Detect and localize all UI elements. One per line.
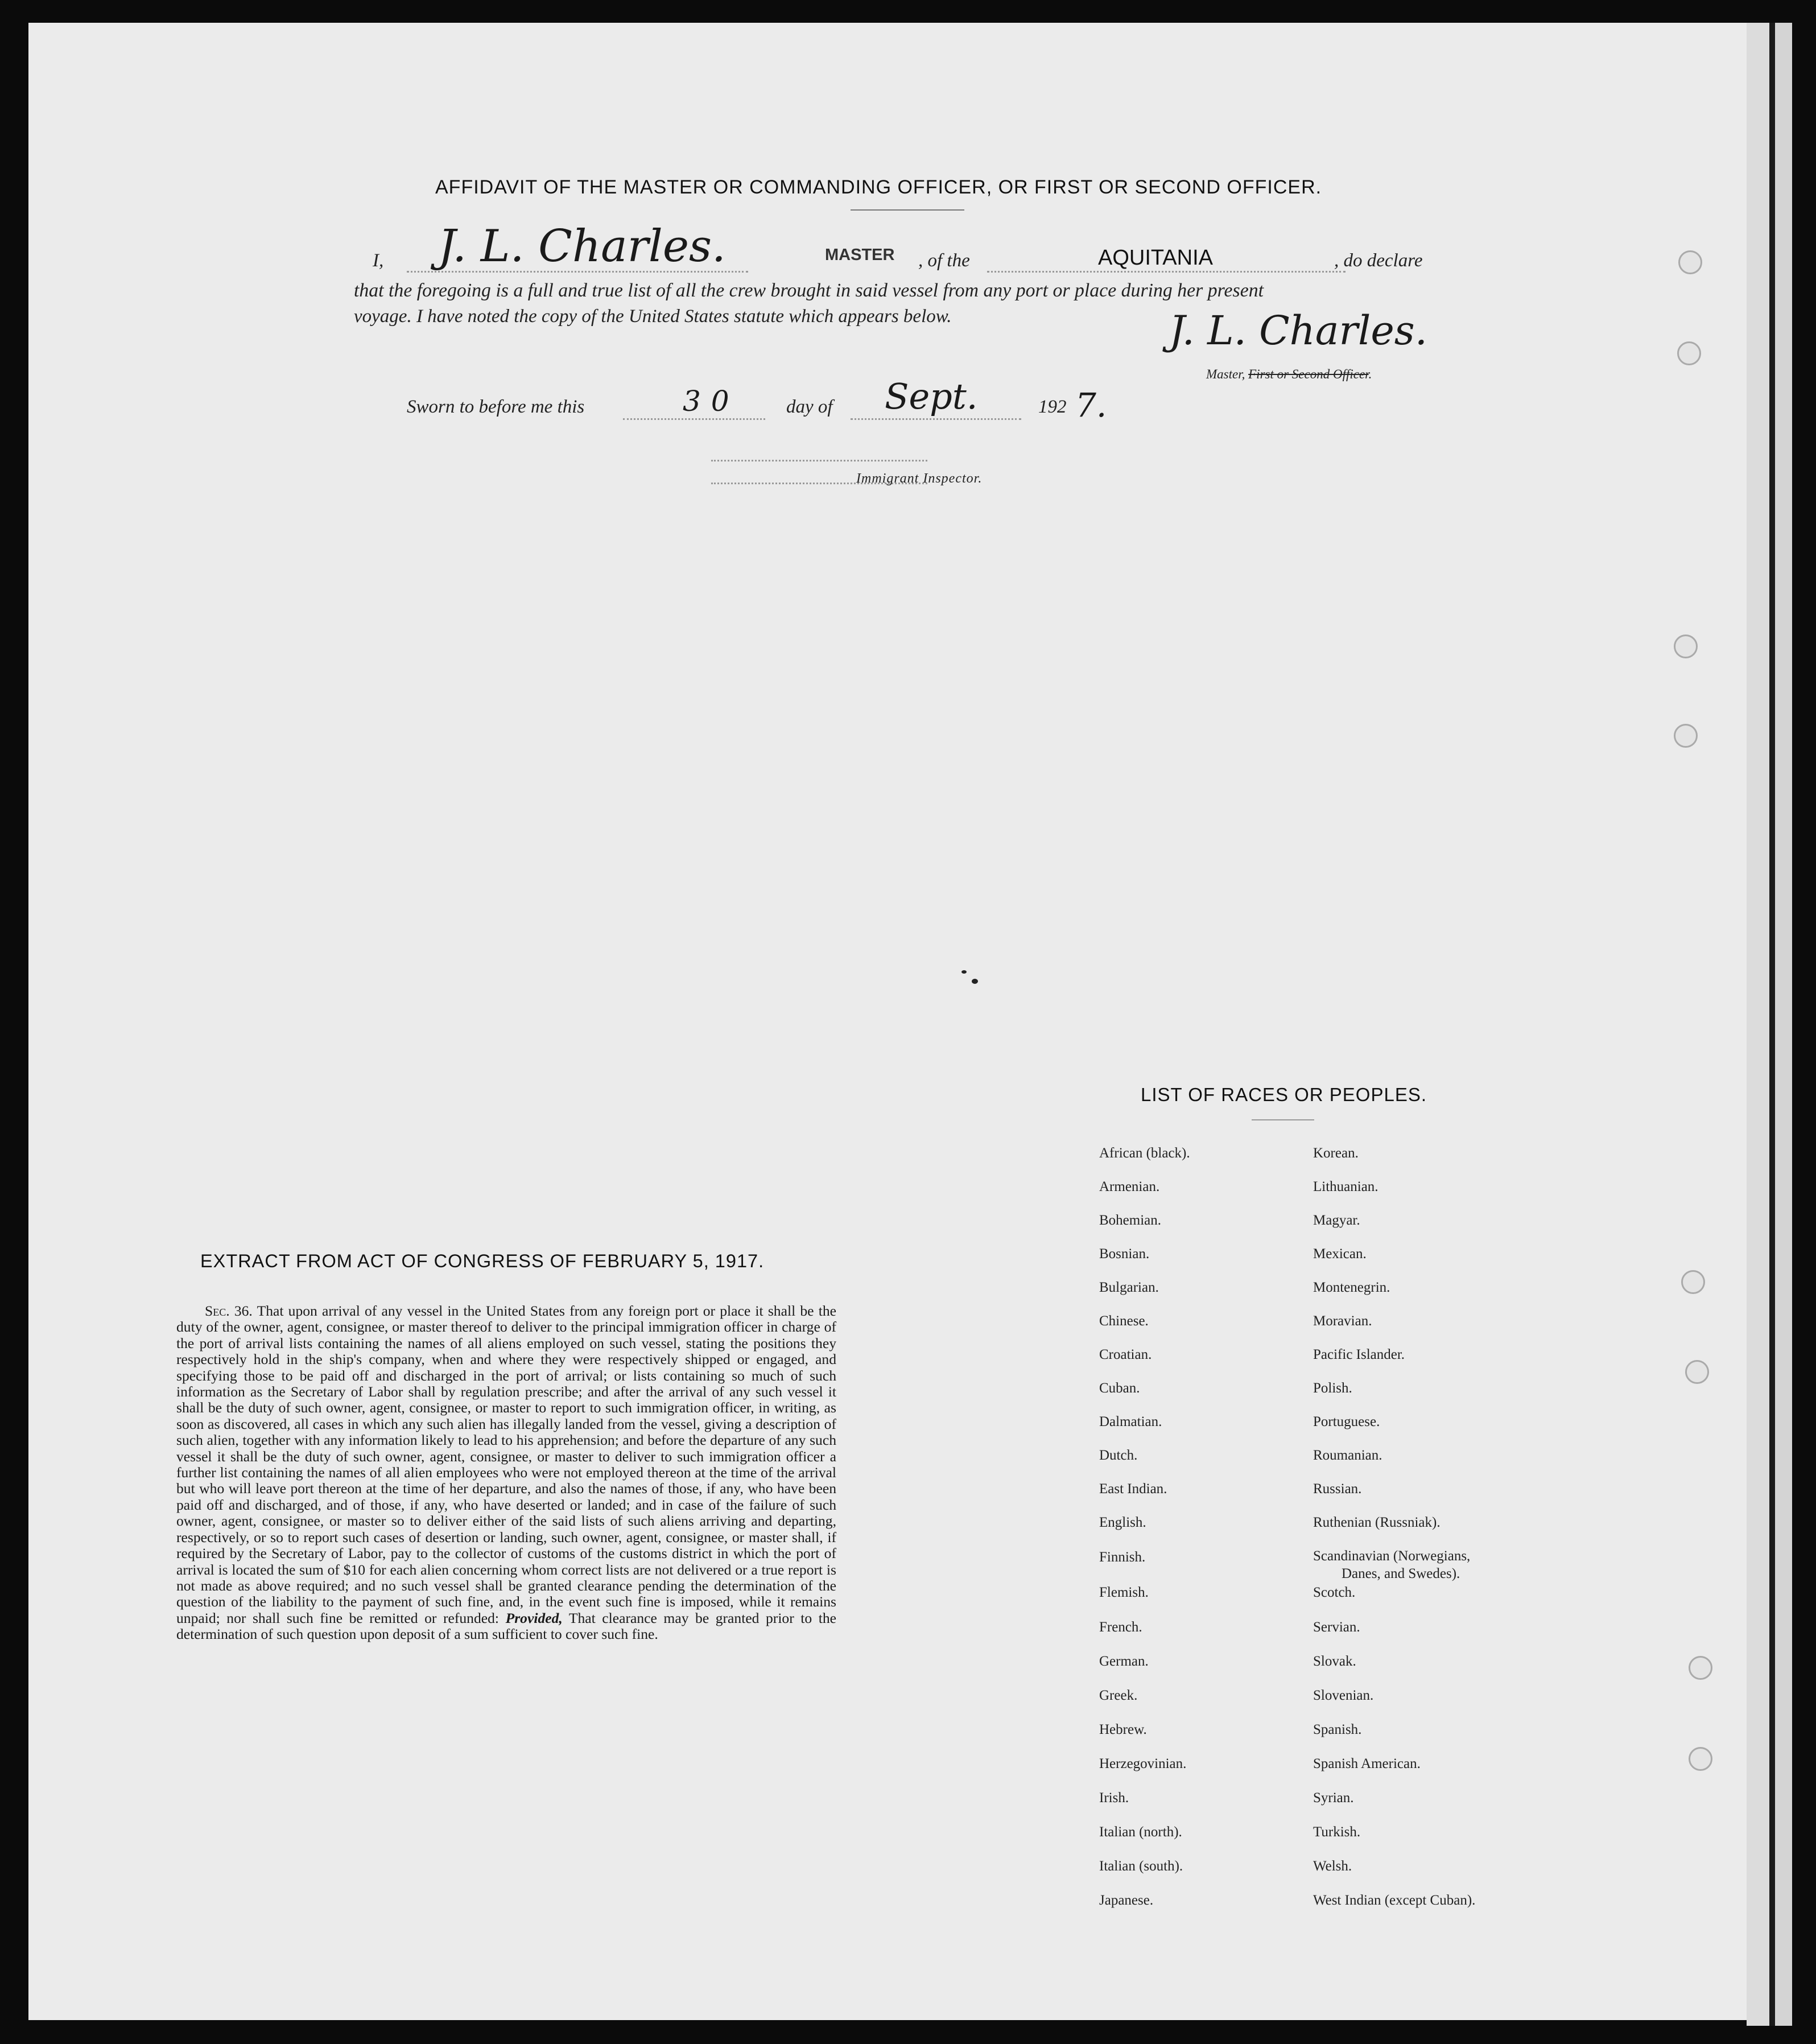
- race-item: Scandinavian (Norwegians,: [1313, 1548, 1471, 1564]
- race-item: Slovenian.: [1313, 1688, 1374, 1703]
- race-item: Bulgarian.: [1099, 1280, 1159, 1295]
- race-item: Flemish.: [1099, 1585, 1149, 1600]
- race-item: Servian.: [1313, 1619, 1360, 1635]
- provided-label: Provided,: [505, 1609, 563, 1626]
- race-item: Bohemian.: [1099, 1213, 1162, 1228]
- race-item: Greek.: [1099, 1688, 1138, 1703]
- race-item: Spanish American.: [1313, 1756, 1421, 1771]
- race-item: Bosnian.: [1099, 1246, 1150, 1262]
- race-item: French.: [1099, 1619, 1142, 1635]
- race-item: Turkish.: [1313, 1824, 1361, 1840]
- race-item: Syrian.: [1313, 1790, 1354, 1806]
- title-rule: [851, 209, 964, 211]
- extract-title: EXTRACT FROM ACT OF CONGRESS OF FEBRUARY 5, 1917.: [200, 1251, 765, 1271]
- race-item: Danes, and Swedes).: [1342, 1566, 1460, 1581]
- vessel-name-line: [987, 271, 1346, 273]
- year-digit: 7.: [1075, 386, 1107, 425]
- races-title: LIST OF RACES OR PEOPLES.: [1141, 1084, 1427, 1105]
- declaration-line-3: voyage. I have noted the copy of the United States statute which appears below.: [354, 306, 952, 327]
- page-edge: [1747, 23, 1769, 2026]
- race-item: Italian (south).: [1099, 1858, 1183, 1874]
- do-declare-text: , do declare: [1334, 250, 1423, 271]
- race-item: Armenian.: [1099, 1179, 1160, 1194]
- race-item: Portuguese.: [1313, 1414, 1380, 1429]
- races-rule: [1252, 1119, 1314, 1120]
- race-item: Chinese.: [1099, 1313, 1149, 1329]
- inspector-line-upper: [711, 460, 927, 461]
- race-item: East Indian.: [1099, 1481, 1167, 1497]
- race-item: Welsh.: [1313, 1858, 1352, 1874]
- race-item: West Indian (except Cuban).: [1313, 1893, 1476, 1908]
- day-of-text: day of: [786, 397, 833, 417]
- master-name-signature: J. L. Charles.: [438, 221, 726, 272]
- race-item: Italian (north).: [1099, 1824, 1182, 1840]
- race-item: Russian.: [1313, 1481, 1362, 1497]
- statute-body-end: That clearance may be granted prior to the determination of such question upon deposit of a sum sufficient to cover such fine.: [176, 1609, 837, 1643]
- race-item: Spanish.: [1313, 1722, 1362, 1737]
- month-value: Sept.: [885, 376, 978, 417]
- race-item: Japanese.: [1099, 1893, 1154, 1908]
- race-item: Moravian.: [1313, 1313, 1372, 1329]
- race-item: Herzegovinian.: [1099, 1756, 1187, 1771]
- race-item: Polish.: [1313, 1380, 1352, 1396]
- declaration-line-2: that the foregoing is a full and true list of all the crew brought in said vessel from any port or place during her present: [354, 280, 1264, 301]
- race-item: Dutch.: [1099, 1448, 1138, 1463]
- vessel-name: AQUITANIA: [1098, 246, 1213, 270]
- pronoun-text: I,: [373, 250, 384, 271]
- affidavit-title: AFFIDAVIT OF THE MASTER OR COMMANDING OFFICER, OR FIRST OR SECOND OFFICER.: [435, 176, 1322, 198]
- race-item: Lithuanian.: [1313, 1179, 1378, 1194]
- ink-speck: [961, 970, 967, 974]
- race-item: African (black).: [1099, 1145, 1190, 1161]
- race-item: Magyar.: [1313, 1213, 1360, 1228]
- race-item: Scotch.: [1313, 1585, 1356, 1600]
- inspector-caption: Immigrant Inspector.: [856, 471, 983, 486]
- punch-hole: [1689, 1656, 1712, 1680]
- page-edge-shadow: [1769, 23, 1775, 2026]
- race-item: Montenegrin.: [1313, 1280, 1390, 1295]
- statute-body: That upon arrival of any vessel in the United States from any foreign port or place it shall be the duty of the owner, agent, consignee, or master thereof to deliver to the principal immigration officer in charge of the port of arrival lists containing the names of all aliens employed on such vessel, stating the positions they respectively hold in the ship's company, when and where they were respectively shipped or engaged, and specifying those to be paid off and discharged in the port of arrival; or lists containing so much of such information as the Secretary of Labor shall by regulation prescribe; and after the arrival of any such vessel it shall be the duty of such owner, agent, consignee, or master to report to such immigration officer, in writing, as soon as discovered, all cases in which any such alien has illegally landed from the vessel, giving a description of such alien, together with any information likely to lead to his apprehension; and before the departure of any such vessel it shall be the duty of such owner, agent, consignee, or master to deliver to such immigration officer a further list containing the names of all alien employees who were not employed thereon at the time of the arrival but who will leave port thereon at the time of her departure, and also the names of those, if any, who have been paid off and discharged, and of those, if any, who have deserted or landed; and in case of the failure of such owner, agent, consignee, or master so to deliver either of the said lists of such aliens arriving and departing, respectively, or so to report such cases of desertion or landing, such owner, agent, consignee, or master shall, if required by the Secretary of Labor, pay to the collector of customs of the customs district in which the port of arrival is located the sum of $10 for each alien concerning whom correct lists are not delivered or a true report is not made as above required; and no such vessel shall be granted clearance pending the determination of the question of the liability to the payment of such fine, and, in the event such fine is imposed, while it remains unpaid; nor shall such fine be remitted or refunded:: [176, 1303, 836, 1626]
- punch-hole: [1681, 1270, 1705, 1294]
- race-item: Mexican.: [1313, 1246, 1367, 1262]
- punch-hole: [1678, 250, 1702, 274]
- punch-hole: [1674, 724, 1698, 748]
- of-the-text: , of the: [918, 250, 970, 271]
- race-item: English.: [1099, 1515, 1146, 1530]
- race-item: Korean.: [1313, 1145, 1359, 1161]
- month-line: [851, 418, 1021, 420]
- race-item: Pacific Islander.: [1313, 1347, 1405, 1362]
- race-item: Hebrew.: [1099, 1722, 1147, 1737]
- day-line: [623, 418, 765, 420]
- punch-hole: [1677, 341, 1701, 365]
- punch-hole: [1685, 1360, 1709, 1384]
- race-item: Ruthenian (Russniak).: [1313, 1515, 1441, 1530]
- punch-hole: [1674, 634, 1698, 658]
- race-item: Dalmatian.: [1099, 1414, 1162, 1429]
- section-label: Sec. 36.: [205, 1303, 253, 1319]
- race-item: German.: [1099, 1654, 1149, 1669]
- master-signature: J. L. Charles.: [1169, 307, 1427, 354]
- race-item: Croatian.: [1099, 1347, 1152, 1362]
- master-caption: Master, First or Second Officer.: [1206, 367, 1372, 381]
- race-item: Cuban.: [1099, 1380, 1140, 1396]
- year-prefix: 192: [1038, 397, 1067, 417]
- race-item: Finnish.: [1099, 1550, 1146, 1565]
- role-label: MASTER: [825, 246, 895, 264]
- race-item: Roumanian.: [1313, 1448, 1382, 1463]
- race-item: Irish.: [1099, 1790, 1129, 1806]
- ink-speck: [972, 979, 978, 984]
- race-item: Slovak.: [1313, 1654, 1356, 1669]
- day-value: 30: [683, 385, 740, 418]
- sworn-label: Sworn to before me this: [407, 397, 585, 417]
- punch-hole: [1689, 1747, 1712, 1771]
- page-edge-back: [1775, 23, 1792, 2026]
- statute-text: [176, 1303, 836, 1643]
